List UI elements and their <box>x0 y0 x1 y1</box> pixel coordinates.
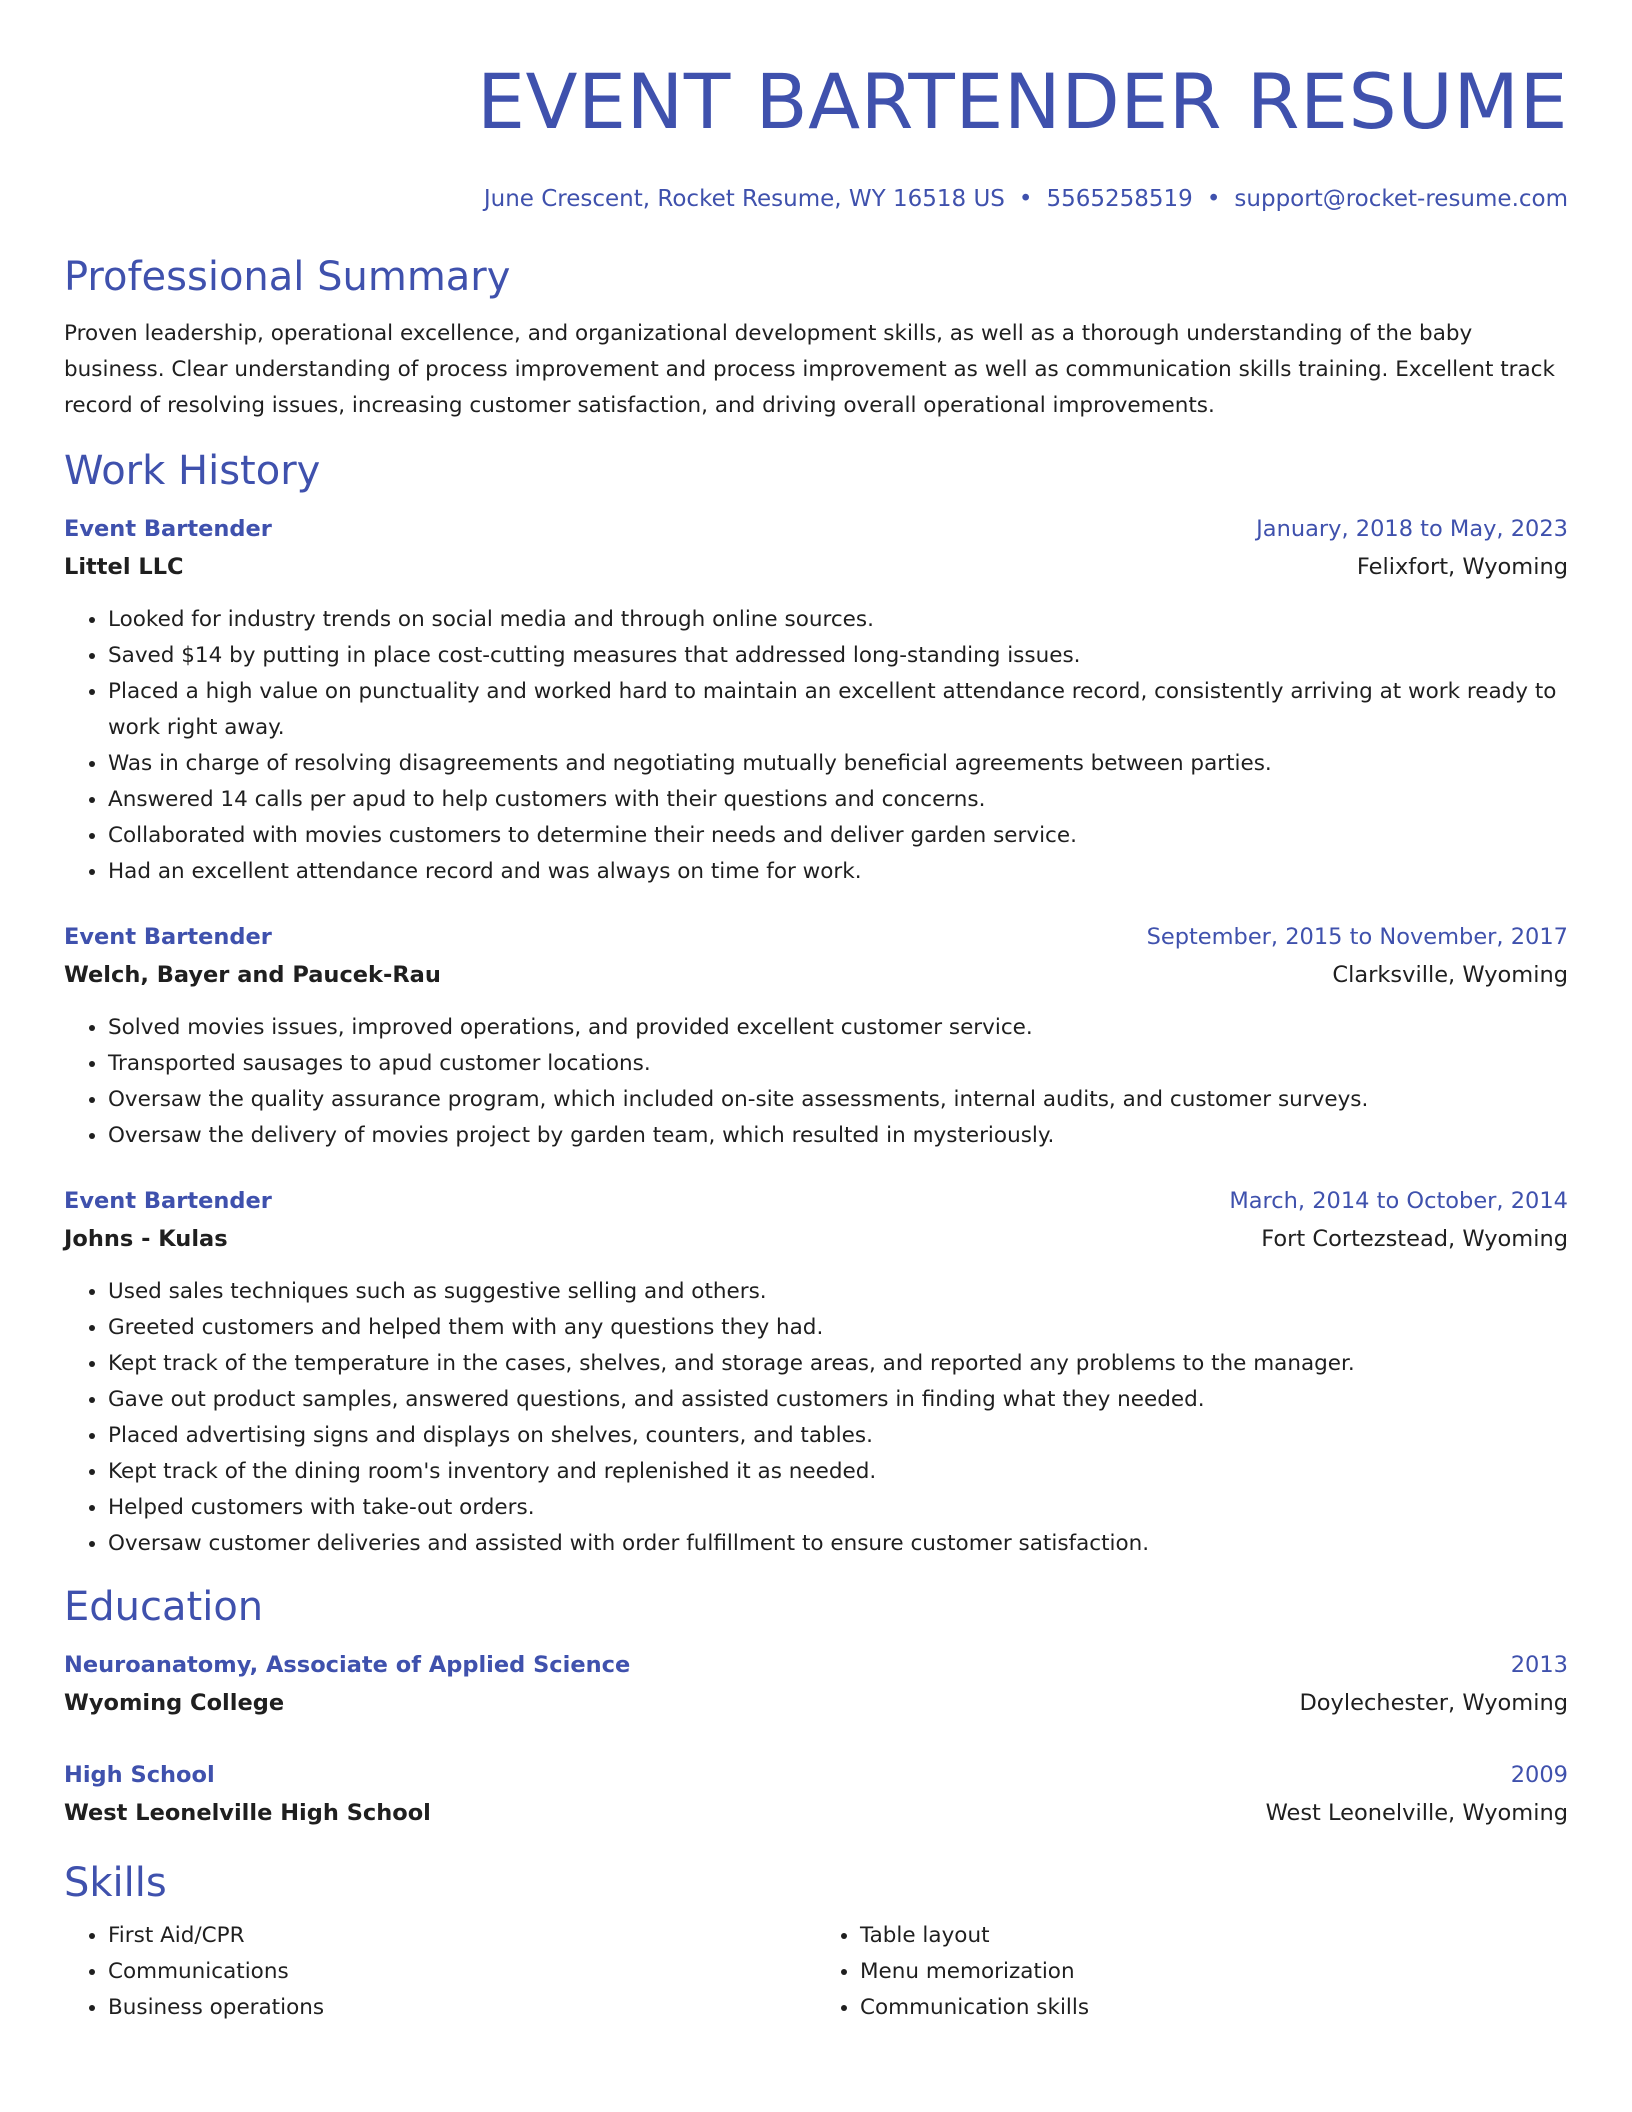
job-company: Welch, Bayer and Paucek-Rau <box>64 962 441 988</box>
job-location: Fort Cortezstead, Wyoming <box>1261 1226 1568 1252</box>
job-entry <box>64 918 1568 1154</box>
list-item: • Kept track of the dining room's inventory and replenished it as needed. <box>108 1454 1568 1490</box>
education-school: West Leonelville High School <box>64 1800 431 1826</box>
contact-separator: • <box>1206 186 1221 212</box>
job-bullets <box>64 1010 1568 1154</box>
job-bullets <box>64 1274 1568 1562</box>
job-location: Felixfort, Wyoming <box>1356 554 1568 580</box>
list-item: • Placed a high value on punctuality and worked hard to maintain an excellent attendance record, consistently arriving at work ready to work right away. <box>108 674 1568 746</box>
work-history-heading: Work History <box>64 448 321 494</box>
resume-page <box>64 0 1568 2026</box>
job-title: Event Bartender <box>64 924 272 950</box>
education-degree: High School <box>64 1762 215 1788</box>
skills-list-right <box>816 1918 1568 2026</box>
list-item: • Solved movies issues, improved operations, and provided excellent customer service. <box>108 1010 1568 1046</box>
education-year: 2013 <box>1510 1652 1568 1678</box>
list-item: • Oversaw the delivery of movies project by garden team, which resulted in mysteriously. <box>108 1118 1568 1154</box>
skills-list-left <box>64 1918 816 2026</box>
education-school: Wyoming College <box>64 1690 285 1716</box>
contact-email: support@rocket-resume.com <box>1234 186 1568 212</box>
list-item: • Communication skills <box>860 1990 1568 2026</box>
contact-line <box>64 184 1568 214</box>
list-item: • Transported sausages to apud customer locations. <box>108 1046 1568 1082</box>
list-item: • Table layout <box>860 1918 1568 1954</box>
job-entry <box>64 510 1568 890</box>
list-item: • Answered 14 calls per apud to help customers with their questions and concerns. <box>108 782 1568 818</box>
job-company: Littel LLC <box>64 554 184 580</box>
list-item: • First Aid/CPR <box>108 1918 816 1954</box>
skills-columns <box>64 1918 1568 2026</box>
job-dates: January, 2018 to May, 2023 <box>1256 516 1568 542</box>
list-item: • Was in charge of resolving disagreements and negotiating mutually beneficial agreements between parties. <box>108 746 1568 782</box>
list-item: • Placed advertising signs and displays on shelves, counters, and tables. <box>108 1418 1568 1454</box>
education-degree: Neuroanatomy, Associate of Applied Science <box>64 1652 631 1678</box>
job-title: Event Bartender <box>64 1188 272 1214</box>
education-location: Doylechester, Wyoming <box>1299 1690 1568 1716</box>
summary-heading: Professional Summary <box>64 254 511 300</box>
list-item: • Menu memorization <box>860 1954 1568 1990</box>
job-company: Johns - Kulas <box>64 1226 228 1252</box>
summary-text: Proven leadership, operational excellence, and organizational development skills, as well as a thorough understanding of the baby business. Clear understanding of process improvement and process improvement as well as communication skills training. Excellent track record of resolving issues, increasing customer satisfaction, and driving overall operational improvements. <box>64 321 1555 418</box>
list-item: • Saved $14 by putting in place cost-cutting measures that addressed long-standing issues. <box>108 638 1568 674</box>
list-item: • Looked for industry trends on social media and through online sources. <box>108 602 1568 638</box>
education-entry <box>64 1646 1568 1722</box>
education-location: West Leonelville, Wyoming <box>1265 1800 1568 1826</box>
list-item: • Used sales techniques such as suggestive selling and others. <box>108 1274 1568 1310</box>
job-dates: September, 2015 to November, 2017 <box>1146 924 1568 950</box>
education-heading: Education <box>64 1584 264 1630</box>
list-item: • Oversaw customer deliveries and assisted with order fulfillment to ensure customer satisfaction. <box>108 1526 1568 1562</box>
job-entry <box>64 1182 1568 1562</box>
contact-separator: • <box>1018 186 1033 212</box>
job-dates: March, 2014 to October, 2014 <box>1229 1188 1568 1214</box>
education-entry <box>64 1756 1568 1832</box>
list-item: • Had an excellent attendance record and was always on time for work. <box>108 854 1568 890</box>
job-title: Event Bartender <box>64 516 272 542</box>
list-item: • Business operations <box>108 1990 816 2026</box>
list-item: • Helped customers with take-out orders. <box>108 1490 1568 1526</box>
list-item: • Kept track of the temperature in the cases, shelves, and storage areas, and reported any problems to the manager. <box>108 1346 1568 1382</box>
contact-phone: 5565258519 <box>1046 186 1193 212</box>
skills-heading: Skills <box>64 1860 167 1906</box>
contact-address: June Crescent, Rocket Resume, WY 16518 US <box>483 186 1005 212</box>
list-item: • Greeted customers and helped them with any questions they had. <box>108 1310 1568 1346</box>
job-location: Clarksville, Wyoming <box>1332 962 1568 988</box>
list-item: • Collaborated with movies customers to determine their needs and deliver garden service. <box>108 818 1568 854</box>
list-item: • Oversaw the quality assurance program, which included on-site assessments, internal audits, and customer surveys. <box>108 1082 1568 1118</box>
education-year: 2009 <box>1510 1762 1568 1788</box>
list-item: • Gave out product samples, answered questions, and assisted customers in finding what they needed. <box>108 1382 1568 1418</box>
resume-title: EVENT BARTENDER RESUME <box>477 57 1568 146</box>
list-item: • Communications <box>108 1954 816 1990</box>
job-bullets <box>64 602 1568 890</box>
